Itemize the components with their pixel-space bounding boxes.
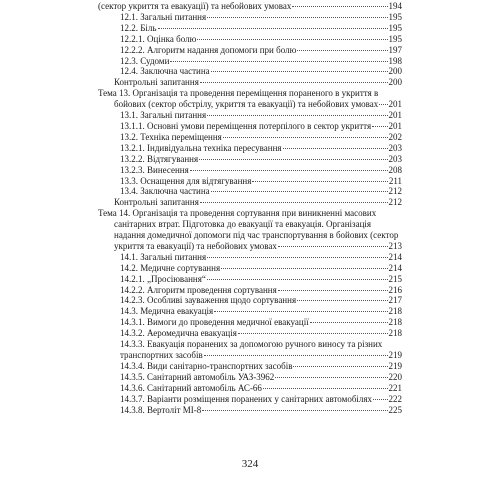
- toc-entry: [98, 12, 402, 23]
- toc-entry: [98, 121, 402, 132]
- toc-entry-text: 14.2. Медичне сортування: [120, 262, 221, 273]
- toc-page-number: 219: [388, 360, 402, 371]
- page-number: 324: [241, 458, 259, 470]
- toc-entry-text: 14.3.7. Варіанти розміщення поранених у санітарних автомобілях: [120, 393, 373, 404]
- toc-entry: [98, 66, 402, 77]
- toc-entry: [98, 165, 402, 176]
- toc-entry-text: 12.3. Судоми: [120, 55, 170, 66]
- toc-page-number: 194: [388, 1, 402, 11]
- toc-leader: [297, 50, 387, 51]
- toc-entry-text: 13.2.3. Винесення: [120, 164, 189, 175]
- toc-entry-text: 12.2. Біль: [120, 22, 157, 33]
- toc-page-number: 201: [388, 120, 402, 131]
- toc-entry-text: 12.4. Заключна частина: [120, 66, 210, 77]
- toc-entry-text: 14.3.8. Вертоліт МІ-8: [120, 404, 202, 415]
- toc-leader: [372, 126, 387, 127]
- toc-leader: [221, 268, 387, 269]
- toc-leader: [297, 300, 387, 301]
- toc-leader: [379, 104, 387, 105]
- toc-page-number: 195: [388, 11, 402, 22]
- toc-leader: [263, 388, 388, 389]
- toc-entry: [98, 154, 402, 165]
- toc-page-number: 201: [388, 99, 402, 110]
- toc-page-number: 220: [388, 371, 402, 382]
- toc-page-number: 201: [388, 110, 402, 121]
- toc-entry-text: 12.1. Загальні питання: [120, 11, 207, 22]
- toc-entry-text-continued: санітарних втрат. Підготовка до евакуації та евакуація. Організація: [114, 219, 372, 230]
- toc-page-number: 221: [388, 382, 402, 393]
- table-of-contents: [98, 1, 402, 415]
- toc-leader: [190, 170, 388, 171]
- toc-page-number: 218: [388, 306, 402, 317]
- toc-leader: [200, 202, 388, 203]
- toc-leader: [199, 159, 387, 160]
- toc-page-number: 203: [388, 153, 402, 164]
- toc-entry-text: 13.1. Загальні питання: [120, 110, 207, 121]
- toc-entry-text: Тема 14. Організація та проведення сортування при виникненні масових: [98, 208, 377, 219]
- toc-page-number: 200: [388, 77, 402, 88]
- toc-page-number: 212: [388, 186, 402, 197]
- toc-leader: [211, 191, 388, 192]
- toc-page-number: 200: [388, 66, 402, 77]
- toc-leader: [252, 181, 387, 182]
- toc-entry-text-continued: транспортних засобів: [120, 350, 203, 360]
- toc-leader: [207, 115, 387, 116]
- toc-page-number: 217: [388, 295, 402, 306]
- toc-entry: [98, 56, 402, 67]
- toc-page-number: 215: [388, 273, 402, 284]
- toc-entry-text: 14.1. Загальні питання: [120, 251, 207, 262]
- toc-page-number: 214: [388, 251, 402, 262]
- toc-entry: [98, 339, 402, 361]
- toc-leader: [292, 6, 387, 7]
- toc-entry-text: 14.2.1. „Просіювання“: [120, 273, 206, 284]
- toc-entry: [98, 143, 402, 154]
- toc-entry-text: 14.3. Медична евакуація: [120, 306, 214, 317]
- toc-page-number: 225: [388, 404, 402, 415]
- toc-entry-text: 14.3.1. Вимоги до проведення медичної евакуації: [120, 317, 309, 328]
- toc-entry-text: 14.3.3. Евакуація поранених за допомогою ручного виносу та різних: [120, 339, 383, 350]
- toc-entry: [98, 132, 402, 143]
- toc-page-number: 195: [388, 22, 402, 33]
- toc-entry: [98, 252, 402, 263]
- toc-entry-text-continued: бойових (сектор обстрілу, укриття та евакуації) та небойових умовах: [114, 99, 379, 110]
- toc-entry-text: (сектор укриття та евакуації) та небойових умовах: [98, 1, 292, 11]
- toc-leader: [207, 17, 387, 18]
- toc-entry: [98, 23, 402, 34]
- toc-entry: [98, 34, 402, 45]
- toc-entry-text: 13.2.2. Відтягування: [120, 153, 199, 164]
- toc-page-number: 218: [388, 328, 402, 339]
- toc-leader: [275, 377, 387, 378]
- toc-leader: [158, 28, 388, 29]
- toc-entry-text: 13.2.1. Індивідуальна техніка пересування: [120, 142, 282, 153]
- toc-entry: [98, 394, 402, 405]
- toc-page-number: 214: [388, 262, 402, 273]
- toc-entry-text: Тема 13. Організація та проведення переміщення пораненого в укриття в: [98, 88, 379, 99]
- toc-entry-text: Контрольні запитання: [114, 197, 199, 208]
- toc-entry: [98, 405, 402, 416]
- toc-page-number: 213: [388, 240, 402, 251]
- toc-leader: [223, 137, 388, 138]
- toc-page-number: 222: [388, 393, 402, 404]
- toc-leader: [214, 311, 387, 312]
- toc-entry: [98, 306, 402, 317]
- toc-entry-text: Контрольні запитання: [114, 77, 199, 88]
- toc-entry: [98, 372, 402, 383]
- toc-page-number: 198: [388, 55, 402, 66]
- toc-leader: [310, 322, 388, 323]
- toc-entry-text: 13.1.1. Основні умови переміщення потерпілого в сектор укриття: [120, 120, 372, 131]
- toc-page-number: 202: [388, 131, 402, 142]
- toc-leader: [238, 333, 388, 334]
- toc-entry: [98, 110, 402, 121]
- toc-page-number: 208: [388, 164, 402, 175]
- toc-entry: [98, 263, 402, 274]
- toc-leader: [207, 257, 387, 258]
- toc-entry: [98, 197, 402, 208]
- toc-entry: [98, 383, 402, 394]
- toc-entry: [98, 176, 402, 187]
- toc-leader: [200, 82, 388, 83]
- toc-entry: [98, 1, 402, 12]
- toc-entry: [98, 317, 402, 328]
- toc-page-number: 218: [388, 317, 402, 328]
- toc-entry: [98, 295, 402, 306]
- toc-entry: [98, 328, 402, 339]
- toc-entry-text: 12.2.1. Оцінка болю: [120, 33, 197, 44]
- toc-leader: [278, 290, 388, 291]
- toc-entry: [98, 45, 402, 56]
- toc-entry: [98, 186, 402, 197]
- toc-entry-text: 14.2.3. Особливі зауваження щодо сортування: [120, 295, 297, 306]
- toc-leader: [202, 410, 387, 411]
- toc-topic-entry: [98, 88, 402, 110]
- toc-page-number: 195: [388, 33, 402, 44]
- toc-entry-text: 14.3.4. Види санітарно-транспортних засобів: [120, 360, 293, 371]
- toc-leader: [204, 355, 388, 356]
- toc-entry-text: 13.3. Оснащення для відтягування: [120, 175, 252, 186]
- toc-entry: [98, 361, 402, 372]
- toc-page-number: 212: [388, 197, 402, 208]
- toc-page-number: 219: [388, 350, 402, 360]
- toc-entry: [98, 285, 402, 296]
- toc-leader: [207, 279, 388, 280]
- toc-entry-text: 14.3.2. Аеромедична евакуація: [120, 328, 237, 339]
- toc-entry-text-continued: надання домедичної допомоги під час транспортування в бойових (сектор: [114, 230, 399, 241]
- toc-entry-text: 14.2.2. Алгоритм проведення сортування: [120, 284, 277, 295]
- toc-leader: [373, 399, 387, 400]
- toc-entry: [98, 274, 402, 285]
- toc-leader: [197, 39, 387, 40]
- toc-entry-text: 13.4. Заключна частина: [120, 186, 210, 197]
- toc-page-number: 203: [388, 142, 402, 153]
- toc-entry-text: 13.2. Техніка переміщення: [120, 131, 222, 142]
- toc-topic-entry: [98, 208, 402, 252]
- toc-leader: [170, 61, 387, 62]
- toc-leader: [278, 246, 388, 247]
- toc-page-number: 216: [388, 284, 402, 295]
- toc-leader: [283, 148, 388, 149]
- toc-entry-text: 14.3.6. Санітарний автомобіль АС-66: [120, 382, 262, 393]
- toc-entry-text-continued: укриття та евакуації) та небойових умовах: [114, 240, 277, 251]
- toc-entry-text: 14.3.5. Санітарний автомобіль УАЗ-3962: [120, 371, 275, 382]
- toc-leader: [211, 71, 388, 72]
- toc-entry: [98, 77, 402, 88]
- toc-leader: [293, 366, 387, 367]
- toc-page-number: 211: [388, 175, 402, 186]
- toc-entry-text: 12.2.2. Алгоритм надання допомоги при болю: [120, 44, 297, 55]
- toc-page-number: 197: [388, 44, 402, 55]
